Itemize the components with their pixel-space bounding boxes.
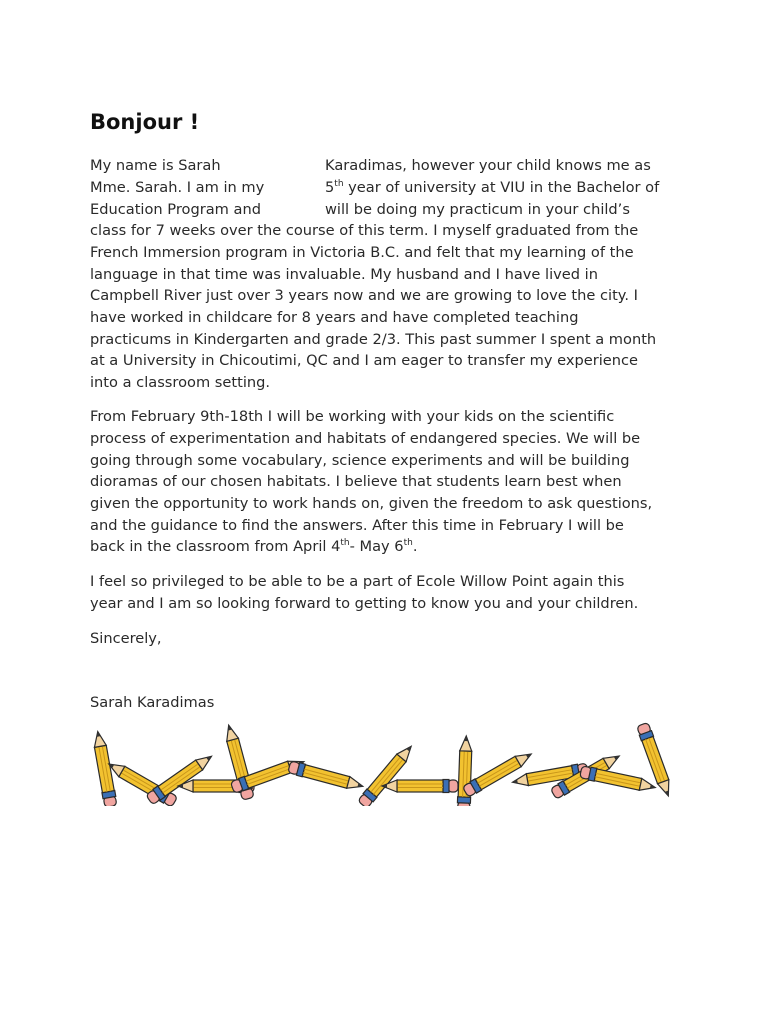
pencil-icon xyxy=(288,760,365,792)
intro-row-1-right: Karadimas, however your child knows me as xyxy=(325,157,651,174)
ordinal-suffix: th xyxy=(340,538,350,548)
paragraph3-line: year and I am so looking forward to getting to know you and your children. xyxy=(90,595,639,612)
intro-row-2-right-text: year of university at VIU in the Bachelor of xyxy=(343,179,660,196)
pencil-icon xyxy=(146,751,216,805)
pencil-icon xyxy=(382,780,458,793)
intro-row-3-right: will be doing my practicum in your child’s xyxy=(325,201,630,218)
paragraph2-line: From February 9th-18th I will be working with your kids on the scientific xyxy=(90,408,615,425)
greeting-heading: Bonjour ! xyxy=(90,110,200,134)
pencil-border xyxy=(90,722,680,806)
paragraph3-line: I feel so privileged to be able to be a part of Ecole Willow Point again this xyxy=(90,573,625,590)
intro-row-1 xyxy=(90,155,651,177)
paragraph2-line: going through some vocabulary, science experiments and will be building xyxy=(90,452,630,469)
paragraph2-line: given the opportunity to work hands on, given the freedom to ask questions, xyxy=(90,495,653,512)
ordinal-suffix: th xyxy=(403,538,413,548)
intro-line: French Immersion program in Victoria B.C. and felt that my learning of the xyxy=(90,244,634,261)
pencil-border-graphic xyxy=(90,722,680,806)
intro-line: into a classroom setting. xyxy=(90,374,271,391)
intro-row-1-left: My name is Sarah xyxy=(90,157,221,174)
intro-line: at a University in Chicoutimi, QC and I am eager to transfer my experience xyxy=(90,352,638,369)
dates-text-c: . xyxy=(412,538,418,555)
paragraph2-line: dioramas of our chosen habitats. I believe that students learn best when xyxy=(90,473,622,490)
closing-text: Sincerely, xyxy=(90,630,162,647)
ordinal-suffix: th xyxy=(334,179,344,189)
intro-row-3-left: Education Program and xyxy=(90,201,261,218)
signature-name: Sarah Karadimas xyxy=(90,694,215,711)
intro-row-3 xyxy=(90,199,630,221)
paragraph2-line: process of experimentation and habitats of endangered species. We will be xyxy=(90,430,641,447)
intro-line: practicums in Kindergarten and grade 2/3. This past summer I spent a month xyxy=(90,331,657,348)
intro-line: have worked in childcare for 8 years and have completed teaching xyxy=(90,309,579,326)
intro-line: language in that time was invaluable. My husband and I have lived in xyxy=(90,266,598,283)
ordinal-number: 5 xyxy=(325,179,335,196)
pencil-icon xyxy=(462,748,534,797)
paragraph2-line: and the guidance to find the answers. After this time in February I will be xyxy=(90,517,624,534)
intro-row-2-right xyxy=(325,177,659,199)
paragraph2-last-line xyxy=(90,536,417,558)
dates-text-b: - May 6 xyxy=(349,538,404,555)
intro-line: class for 7 weeks over the course of this term. I myself graduated from the xyxy=(90,222,639,239)
intro-row-2 xyxy=(90,177,660,199)
intro-line: Campbell River just over 3 years now and we are growing to love the city. I xyxy=(90,287,638,304)
dates-text-a: back in the classroom from April 4 xyxy=(90,538,341,555)
intro-row-2-left: Mme. Sarah. I am in my xyxy=(90,179,265,196)
pencil-icon xyxy=(357,742,416,806)
pencil-icon xyxy=(580,765,657,794)
